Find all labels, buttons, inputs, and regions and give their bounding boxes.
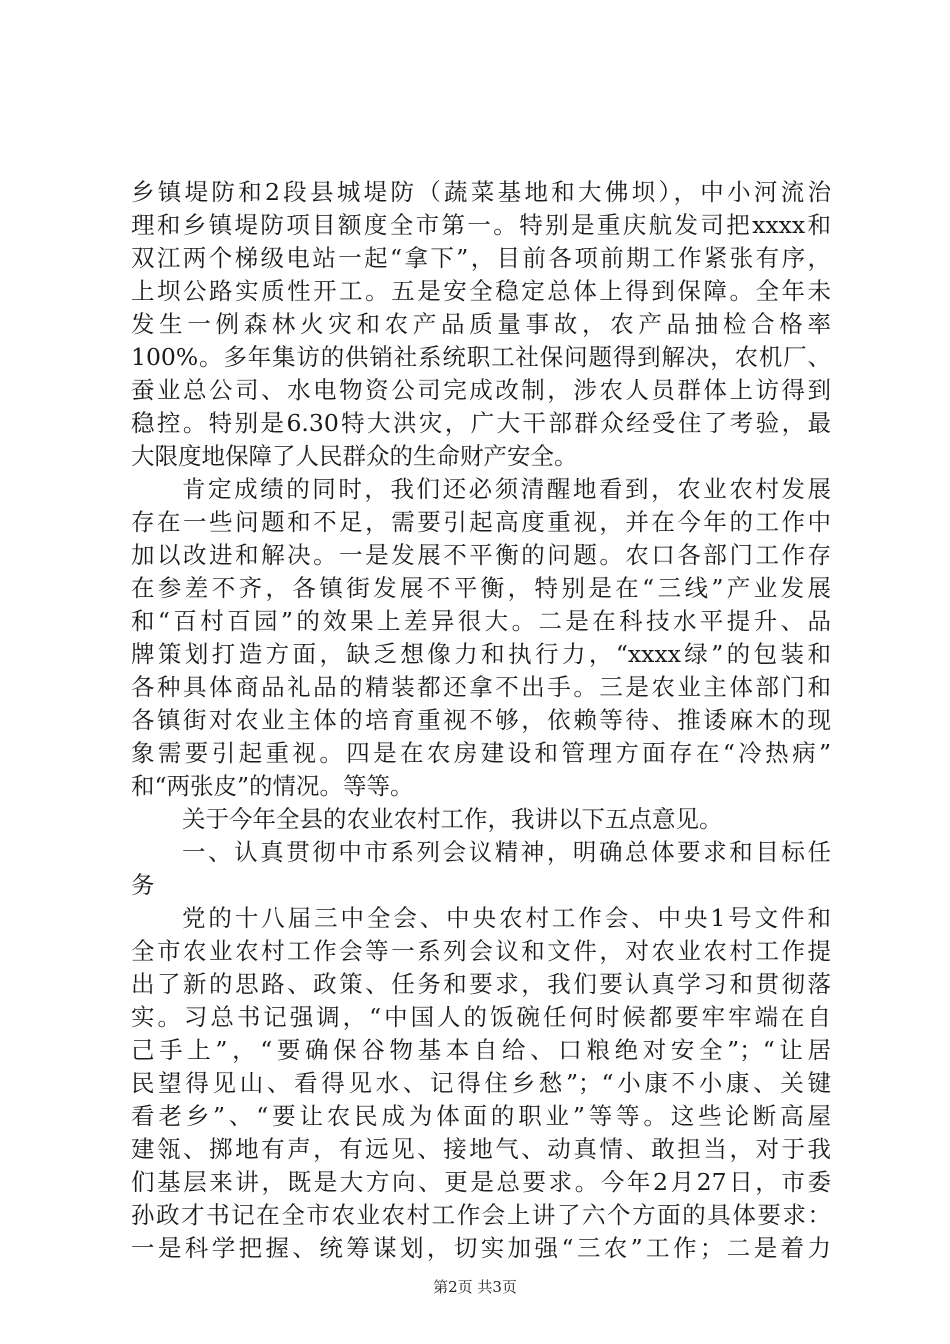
text-line: 大限度地保障了人民群众的生命财产安全。 (131, 442, 578, 470)
text-line: 们基层来讲，既是大方向、更是总要求。今年2月27日，市委 (131, 1168, 831, 1196)
text-line: 双江两个梯级电站一起“拿下”，目前各项前期工作紧张有序， (131, 244, 831, 272)
text-line: 孙政才书记在全市农业农村工作会上讲了六个方面的具体要求： (131, 1201, 831, 1229)
text-line: 实。习总书记强调，“中国人的饭碗任何时候都要牢牢端在自 (131, 1003, 831, 1031)
text-line: 和“百村百园”的效果上差异很大。二是在科技水平提升、品 (131, 607, 831, 635)
text-line: 理和乡镇堤防项目额度全市第一。特别是重庆航发司把xxxx和 (131, 211, 831, 239)
text-line: 上坝公路实质性开工。五是安全稳定总体上得到保障。全年未 (131, 277, 831, 305)
section-heading: 一、认真贯彻中市系列会议精神，明确总体要求和目标任 (182, 838, 831, 866)
paragraph-first-line: 党的十八届三中全会、中央农村工作会、中央1号文件和 (182, 904, 831, 932)
text-line: 建瓴、掷地有声，有远见、接地气、动真情、敢担当，对于我 (131, 1135, 831, 1163)
text-line: 民望得见山、看得见水、记得住乡愁”；“小康不小康、关键 (131, 1069, 831, 1097)
text-line: 在参差不齐，各镇街发展不平衡，特别是在“三线”产业发展 (131, 574, 831, 602)
text-line: 看老乡”、“要让农民成为体面的职业”等等。这些论断高屋 (131, 1102, 831, 1130)
text-line: 各镇街对农业主体的培育重视不够，依赖等待、推诿麻木的现 (131, 706, 831, 734)
text-line: 稳控。特别是6.30特大洪灾，广大干部群众经受住了考验，最 (131, 409, 831, 437)
text-line: 己手上”，“要确保谷物基本自给、口粮绝对安全”；“让居 (131, 1036, 831, 1064)
paragraph-first-line: 关于今年全县的农业农村工作，我讲以下五点意见。 (182, 805, 723, 833)
text-line: 全市农业农村工作会等一系列会议和文件，对农业农村工作提 (131, 937, 831, 965)
text-line: 加以改进和解决。一是发展不平衡的问题。农口各部门工作存 (131, 541, 831, 569)
text-line: 100%。多年集访的供销社系统职工社保问题得到解决，农机厂、 (131, 343, 831, 371)
page-number-footer: 第2页 共3页 (433, 1278, 517, 1296)
text-line: 各种具体商品礼品的精装都还拿不出手。三是农业主体部门和 (131, 673, 831, 701)
text-line: 出了新的思路、政策、任务和要求，我们要认真学习和贯彻落 (131, 970, 831, 998)
text-line: 蚕业总公司、水电物资公司完成改制，涉农人员群体上访得到 (131, 376, 831, 404)
paragraph-first-line: 肯定成绩的同时，我们还必须清醒地看到，农业农村发展 (182, 475, 831, 503)
section-heading-cont: 务 (131, 871, 155, 899)
text-line: 存在一些问题和不足，需要引起高度重视，并在今年的工作中 (131, 508, 831, 536)
text-line: 一是科学把握、统筹谋划，切实加强“三农”工作；二是着力 (131, 1234, 831, 1262)
text-line: 牌策划打造方面，缺乏想像力和执行力，“xxxx绿”的包装和 (131, 640, 831, 668)
text-line: 和“两张皮”的情况。等等。 (131, 772, 414, 800)
text-line: 发生一例森林火灾和农产品质量事故，农产品抽检合格率 (131, 310, 831, 338)
text-line: 象需要引起重视。四是在农房建设和管理方面存在“冷热病” (131, 739, 831, 767)
text-line: 乡镇堤防和2段县城堤防（蔬菜基地和大佛坝），中小河流治 (131, 178, 831, 206)
